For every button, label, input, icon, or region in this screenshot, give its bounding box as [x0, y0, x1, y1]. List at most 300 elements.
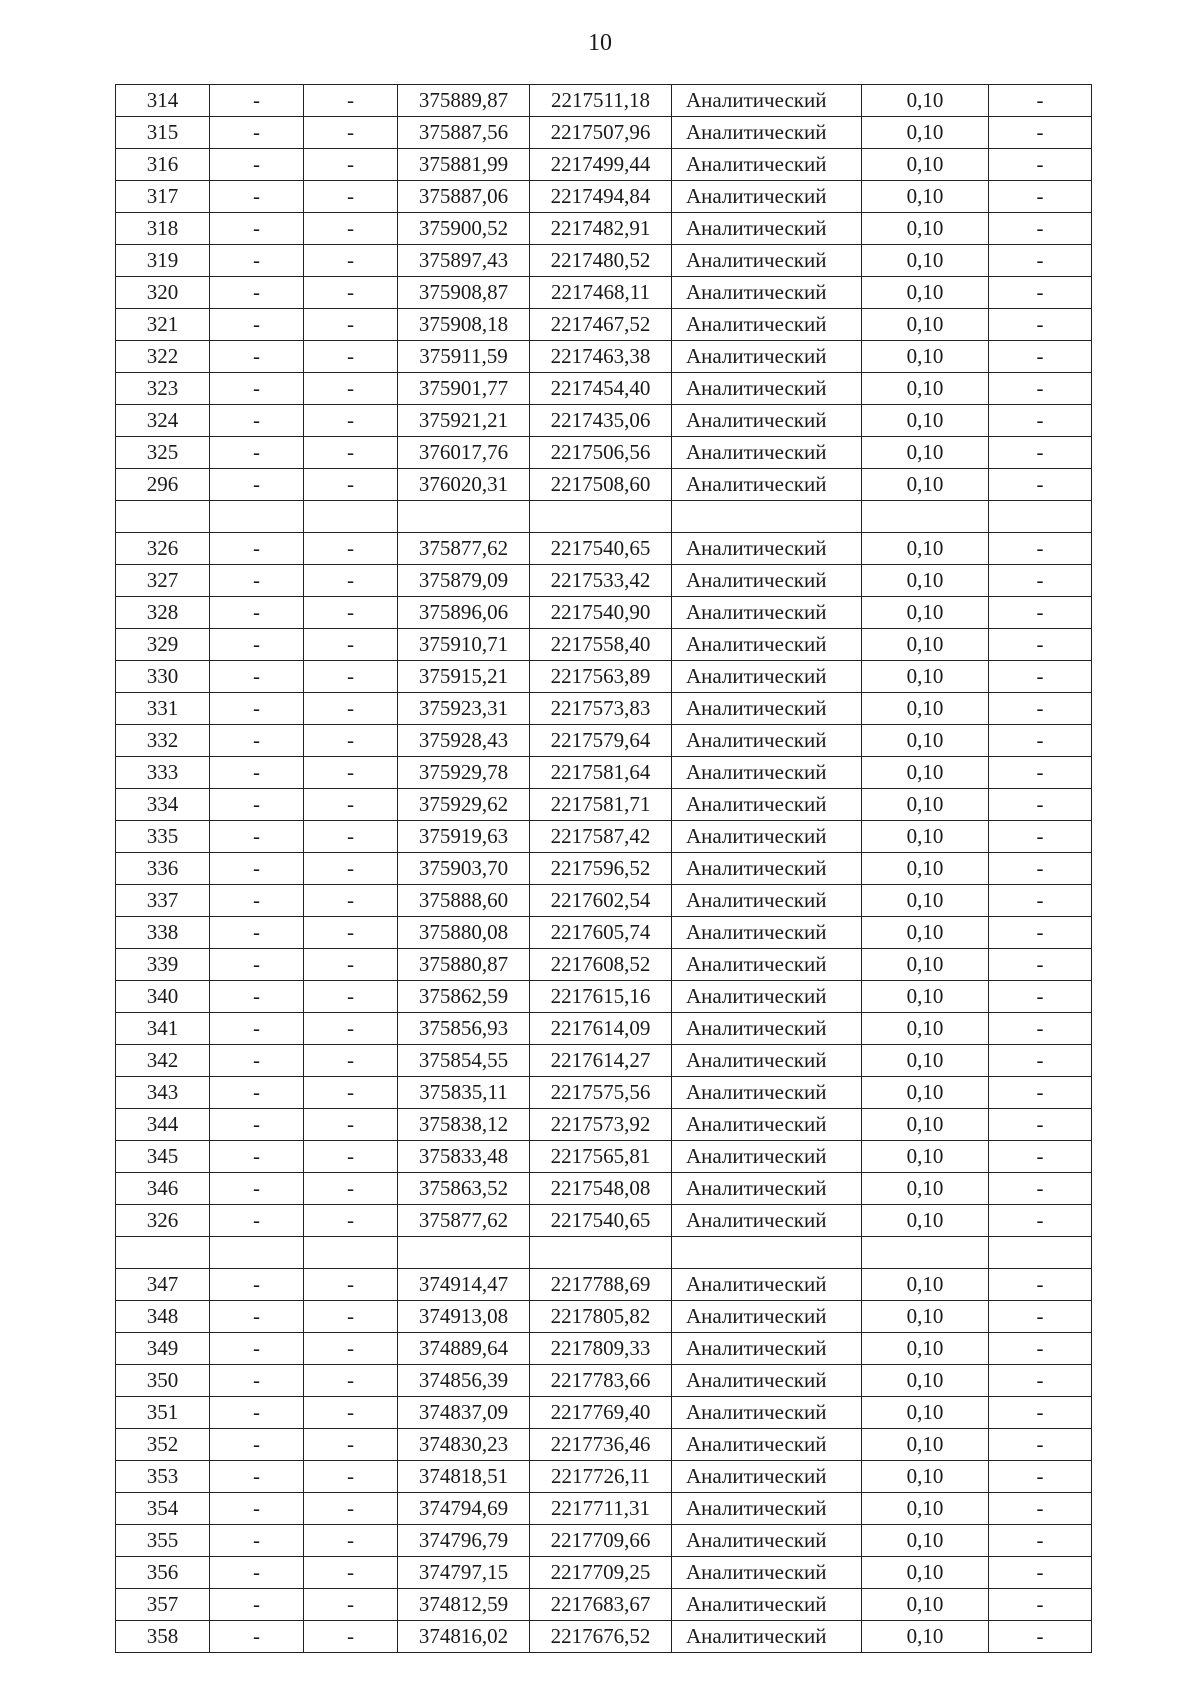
- x-coordinate-cell: 375901,77: [398, 373, 530, 405]
- dash-cell-8: -: [989, 1397, 1092, 1429]
- dash-cell-2: -: [210, 1461, 304, 1493]
- table-row: [116, 213, 1092, 245]
- x-coordinate-cell: 375889,87: [398, 85, 530, 117]
- accuracy-cell: 0,10: [862, 1461, 989, 1493]
- dash-cell-2: -: [210, 437, 304, 469]
- accuracy-cell: 0,10: [862, 533, 989, 565]
- dash-cell-8: -: [989, 213, 1092, 245]
- method-cell: Аналитический: [672, 1173, 862, 1205]
- table-row: [116, 693, 1092, 725]
- dash-cell-2: -: [210, 533, 304, 565]
- x-coordinate-cell: 375919,63: [398, 821, 530, 853]
- dash-cell-8: -: [989, 1429, 1092, 1461]
- point-number-cell: 346: [116, 1173, 210, 1205]
- dash-cell-2: -: [210, 1173, 304, 1205]
- dash-cell-2: -: [210, 1589, 304, 1621]
- point-number-cell: 336: [116, 853, 210, 885]
- dash-cell-8: -: [989, 1109, 1092, 1141]
- method-cell: Аналитический: [672, 1461, 862, 1493]
- y-coordinate-cell: 2217769,40: [530, 1397, 672, 1429]
- dash-cell-8: -: [989, 981, 1092, 1013]
- y-coordinate-cell: 2217468,11: [530, 277, 672, 309]
- accuracy-cell: 0,10: [862, 341, 989, 373]
- dash-cell-2: -: [210, 725, 304, 757]
- dash-cell-3: -: [304, 1589, 398, 1621]
- x-coordinate-cell: 375863,52: [398, 1173, 530, 1205]
- x-coordinate-cell: [398, 1237, 530, 1269]
- dash-cell-8: -: [989, 1365, 1092, 1397]
- dash-cell-8: -: [989, 1333, 1092, 1365]
- accuracy-cell: 0,10: [862, 309, 989, 341]
- table-row: [116, 725, 1092, 757]
- y-coordinate-cell: 2217596,52: [530, 853, 672, 885]
- x-coordinate-cell: 375887,06: [398, 181, 530, 213]
- accuracy-cell: 0,10: [862, 1173, 989, 1205]
- point-number-cell: 318: [116, 213, 210, 245]
- method-cell: Аналитический: [672, 917, 862, 949]
- table-row: [116, 405, 1092, 437]
- y-coordinate-cell: 2217579,64: [530, 725, 672, 757]
- y-coordinate-cell: 2217482,91: [530, 213, 672, 245]
- point-number-cell: 330: [116, 661, 210, 693]
- method-cell: Аналитический: [672, 469, 862, 501]
- dash-cell-2: -: [210, 1525, 304, 1557]
- point-number-cell: 335: [116, 821, 210, 853]
- x-coordinate-cell: 375897,43: [398, 245, 530, 277]
- point-number-cell: 325: [116, 437, 210, 469]
- y-coordinate-cell: 2217726,11: [530, 1461, 672, 1493]
- dash-cell-3: -: [304, 1333, 398, 1365]
- dash-cell-8: -: [989, 1205, 1092, 1237]
- dash-cell-8: -: [989, 149, 1092, 181]
- table-row: [116, 917, 1092, 949]
- y-coordinate-cell: 2217548,08: [530, 1173, 672, 1205]
- dash-cell-3: -: [304, 1621, 398, 1653]
- dash-cell-2: -: [210, 245, 304, 277]
- dash-cell-8: -: [989, 1173, 1092, 1205]
- dash-cell-2: -: [210, 757, 304, 789]
- dash-cell-3: -: [304, 693, 398, 725]
- dash-cell-3: -: [304, 213, 398, 245]
- table-row: [116, 1557, 1092, 1589]
- accuracy-cell: 0,10: [862, 725, 989, 757]
- method-cell: Аналитический: [672, 981, 862, 1013]
- dash-cell-2: -: [210, 1493, 304, 1525]
- point-number-cell: 319: [116, 245, 210, 277]
- dash-cell-3: -: [304, 1461, 398, 1493]
- dash-cell-2: -: [210, 1621, 304, 1653]
- dash-cell-8: -: [989, 1141, 1092, 1173]
- x-coordinate-cell: 375880,87: [398, 949, 530, 981]
- method-cell: Аналитический: [672, 725, 862, 757]
- method-cell: Аналитический: [672, 181, 862, 213]
- table-row: [116, 1269, 1092, 1301]
- dash-cell-8: -: [989, 1525, 1092, 1557]
- dash-cell-2: -: [210, 1013, 304, 1045]
- dash-cell-3: -: [304, 1365, 398, 1397]
- method-cell: [672, 501, 862, 533]
- dash-cell-2: -: [210, 1205, 304, 1237]
- point-number-cell: 323: [116, 373, 210, 405]
- x-coordinate-cell: 375923,31: [398, 693, 530, 725]
- y-coordinate-cell: [530, 1237, 672, 1269]
- method-cell: Аналитический: [672, 661, 862, 693]
- x-coordinate-cell: 375881,99: [398, 149, 530, 181]
- dash-cell-3: -: [304, 469, 398, 501]
- dash-cell-2: -: [210, 1077, 304, 1109]
- dash-cell-2: -: [210, 1333, 304, 1365]
- dash-cell-2: -: [210, 1109, 304, 1141]
- dash-cell-3: -: [304, 373, 398, 405]
- table-row: [116, 789, 1092, 821]
- y-coordinate-cell: 2217563,89: [530, 661, 672, 693]
- method-cell: Аналитический: [672, 1301, 862, 1333]
- point-number-cell: 344: [116, 1109, 210, 1141]
- table-row: [116, 1461, 1092, 1493]
- point-number-cell: 348: [116, 1301, 210, 1333]
- table-row: [116, 533, 1092, 565]
- method-cell: Аналитический: [672, 213, 862, 245]
- point-number-cell: 358: [116, 1621, 210, 1653]
- accuracy-cell: 0,10: [862, 597, 989, 629]
- x-coordinate-cell: 374816,02: [398, 1621, 530, 1653]
- dash-cell-3: -: [304, 117, 398, 149]
- accuracy-cell: 0,10: [862, 1397, 989, 1429]
- dash-cell-8: -: [989, 629, 1092, 661]
- x-coordinate-cell: 375833,48: [398, 1141, 530, 1173]
- y-coordinate-cell: 2217809,33: [530, 1333, 672, 1365]
- x-coordinate-cell: 375856,93: [398, 1013, 530, 1045]
- method-cell: Аналитический: [672, 1493, 862, 1525]
- accuracy-cell: 0,10: [862, 1493, 989, 1525]
- method-cell: [672, 1237, 862, 1269]
- dash-cell-3: -: [304, 661, 398, 693]
- dash-cell-3: -: [304, 1013, 398, 1045]
- x-coordinate-cell: 375928,43: [398, 725, 530, 757]
- dash-cell-8: [989, 501, 1092, 533]
- dash-cell-3: -: [304, 885, 398, 917]
- x-coordinate-cell: 374856,39: [398, 1365, 530, 1397]
- point-number-cell: 316: [116, 149, 210, 181]
- dash-cell-3: -: [304, 245, 398, 277]
- accuracy-cell: 0,10: [862, 405, 989, 437]
- table-row: [116, 1013, 1092, 1045]
- x-coordinate-cell: 375888,60: [398, 885, 530, 917]
- method-cell: Аналитический: [672, 1397, 862, 1429]
- dash-cell-3: -: [304, 725, 398, 757]
- dash-cell-2: -: [210, 917, 304, 949]
- table-row: [116, 1045, 1092, 1077]
- y-coordinate-cell: 2217565,81: [530, 1141, 672, 1173]
- dash-cell-8: -: [989, 405, 1092, 437]
- dash-cell-2: -: [210, 117, 304, 149]
- table-row: [116, 949, 1092, 981]
- dash-cell-3: -: [304, 597, 398, 629]
- method-cell: Аналитический: [672, 1141, 862, 1173]
- x-coordinate-cell: 374837,09: [398, 1397, 530, 1429]
- table-row: [116, 1621, 1092, 1653]
- table-row: [116, 1589, 1092, 1621]
- dash-cell-3: -: [304, 1397, 398, 1429]
- table-row: [116, 149, 1092, 181]
- method-cell: Аналитический: [672, 1109, 862, 1141]
- x-coordinate-cell: 375877,62: [398, 533, 530, 565]
- method-cell: Аналитический: [672, 117, 862, 149]
- dash-cell-3: -: [304, 533, 398, 565]
- accuracy-cell: 0,10: [862, 213, 989, 245]
- dash-cell-3: -: [304, 1077, 398, 1109]
- dash-cell-3: -: [304, 309, 398, 341]
- dash-cell-3: -: [304, 565, 398, 597]
- table-separator-row: [116, 1237, 1092, 1269]
- x-coordinate-cell: 375880,08: [398, 917, 530, 949]
- point-number-cell: 332: [116, 725, 210, 757]
- dash-cell-8: -: [989, 725, 1092, 757]
- dash-cell-8: -: [989, 245, 1092, 277]
- x-coordinate-cell: 376020,31: [398, 469, 530, 501]
- x-coordinate-cell: 375911,59: [398, 341, 530, 373]
- y-coordinate-cell: 2217736,46: [530, 1429, 672, 1461]
- method-cell: Аналитический: [672, 149, 862, 181]
- y-coordinate-cell: 2217709,25: [530, 1557, 672, 1589]
- y-coordinate-cell: 2217540,90: [530, 597, 672, 629]
- dash-cell-3: -: [304, 629, 398, 661]
- dash-cell-3: -: [304, 917, 398, 949]
- accuracy-cell: 0,10: [862, 277, 989, 309]
- accuracy-cell: 0,10: [862, 1621, 989, 1653]
- table-row: [116, 469, 1092, 501]
- table-row: [116, 1109, 1092, 1141]
- dash-cell-3: -: [304, 181, 398, 213]
- table-row: [116, 1205, 1092, 1237]
- accuracy-cell: 0,10: [862, 245, 989, 277]
- accuracy-cell: [862, 1237, 989, 1269]
- point-number-cell: 296: [116, 469, 210, 501]
- x-coordinate-cell: 375877,62: [398, 1205, 530, 1237]
- x-coordinate-cell: 375908,18: [398, 309, 530, 341]
- point-number-cell: 328: [116, 597, 210, 629]
- dash-cell-2: -: [210, 1429, 304, 1461]
- point-number-cell: 355: [116, 1525, 210, 1557]
- dash-cell-2: -: [210, 309, 304, 341]
- method-cell: Аналитический: [672, 405, 862, 437]
- point-number-cell: 340: [116, 981, 210, 1013]
- y-coordinate-cell: 2217511,18: [530, 85, 672, 117]
- table-body: [116, 85, 1092, 1653]
- y-coordinate-cell: 2217676,52: [530, 1621, 672, 1653]
- accuracy-cell: 0,10: [862, 1429, 989, 1461]
- method-cell: Аналитический: [672, 85, 862, 117]
- y-coordinate-cell: 2217614,27: [530, 1045, 672, 1077]
- dash-cell-8: -: [989, 373, 1092, 405]
- dash-cell-3: -: [304, 1109, 398, 1141]
- table-row: [116, 597, 1092, 629]
- accuracy-cell: 0,10: [862, 885, 989, 917]
- dash-cell-2: -: [210, 661, 304, 693]
- y-coordinate-cell: 2217575,56: [530, 1077, 672, 1109]
- table-row: [116, 1397, 1092, 1429]
- point-number-cell: 314: [116, 85, 210, 117]
- point-number-cell: 326: [116, 1205, 210, 1237]
- dash-cell-3: -: [304, 1205, 398, 1237]
- dash-cell-2: -: [210, 469, 304, 501]
- x-coordinate-cell: 375862,59: [398, 981, 530, 1013]
- y-coordinate-cell: 2217507,96: [530, 117, 672, 149]
- x-coordinate-cell: 375903,70: [398, 853, 530, 885]
- accuracy-cell: 0,10: [862, 693, 989, 725]
- dash-cell-8: -: [989, 661, 1092, 693]
- accuracy-cell: 0,10: [862, 949, 989, 981]
- point-number-cell: 356: [116, 1557, 210, 1589]
- point-number-cell: 341: [116, 1013, 210, 1045]
- point-number-cell: 337: [116, 885, 210, 917]
- table-row: [116, 1077, 1092, 1109]
- accuracy-cell: 0,10: [862, 149, 989, 181]
- dash-cell-8: -: [989, 85, 1092, 117]
- accuracy-cell: 0,10: [862, 661, 989, 693]
- y-coordinate-cell: 2217805,82: [530, 1301, 672, 1333]
- point-number-cell: [116, 1237, 210, 1269]
- accuracy-cell: 0,10: [862, 789, 989, 821]
- point-number-cell: 329: [116, 629, 210, 661]
- method-cell: Аналитический: [672, 1557, 862, 1589]
- dash-cell-8: -: [989, 181, 1092, 213]
- method-cell: Аналитический: [672, 885, 862, 917]
- accuracy-cell: [862, 501, 989, 533]
- point-number-cell: 322: [116, 341, 210, 373]
- accuracy-cell: 0,10: [862, 1301, 989, 1333]
- method-cell: Аналитический: [672, 277, 862, 309]
- dash-cell-8: -: [989, 757, 1092, 789]
- y-coordinate-cell: 2217454,40: [530, 373, 672, 405]
- point-number-cell: 343: [116, 1077, 210, 1109]
- dash-cell-2: -: [210, 149, 304, 181]
- dash-cell-8: [989, 1237, 1092, 1269]
- point-number-cell: 350: [116, 1365, 210, 1397]
- method-cell: Аналитический: [672, 245, 862, 277]
- table-row: [116, 821, 1092, 853]
- dash-cell-3: -: [304, 1429, 398, 1461]
- x-coordinate-cell: 375887,56: [398, 117, 530, 149]
- dash-cell-3: -: [304, 277, 398, 309]
- point-number-cell: [116, 501, 210, 533]
- dash-cell-3: -: [304, 981, 398, 1013]
- dash-cell-3: -: [304, 85, 398, 117]
- table-row: [116, 85, 1092, 117]
- point-number-cell: 334: [116, 789, 210, 821]
- dash-cell-2: -: [210, 565, 304, 597]
- x-coordinate-cell: 374818,51: [398, 1461, 530, 1493]
- method-cell: Аналитический: [672, 1365, 862, 1397]
- method-cell: Аналитический: [672, 565, 862, 597]
- y-coordinate-cell: 2217435,06: [530, 405, 672, 437]
- table-row: [116, 885, 1092, 917]
- method-cell: Аналитический: [672, 309, 862, 341]
- method-cell: Аналитический: [672, 341, 862, 373]
- dash-cell-2: [210, 1237, 304, 1269]
- x-coordinate-cell: 375921,21: [398, 405, 530, 437]
- dash-cell-2: -: [210, 693, 304, 725]
- x-coordinate-cell: 375854,55: [398, 1045, 530, 1077]
- accuracy-cell: 0,10: [862, 1365, 989, 1397]
- table-row: [116, 1525, 1092, 1557]
- table-row: [116, 661, 1092, 693]
- dash-cell-2: -: [210, 85, 304, 117]
- method-cell: Аналитический: [672, 629, 862, 661]
- point-number-cell: 351: [116, 1397, 210, 1429]
- dash-cell-8: -: [989, 853, 1092, 885]
- x-coordinate-cell: 375908,87: [398, 277, 530, 309]
- dash-cell-2: -: [210, 885, 304, 917]
- dash-cell-3: -: [304, 1301, 398, 1333]
- dash-cell-8: -: [989, 117, 1092, 149]
- dash-cell-3: -: [304, 1493, 398, 1525]
- y-coordinate-cell: 2217463,38: [530, 341, 672, 373]
- method-cell: Аналитический: [672, 853, 862, 885]
- table-row: [116, 1493, 1092, 1525]
- dash-cell-3: -: [304, 1525, 398, 1557]
- point-number-cell: 315: [116, 117, 210, 149]
- table-row: [116, 1365, 1092, 1397]
- x-coordinate-cell: 375910,71: [398, 629, 530, 661]
- y-coordinate-cell: 2217558,40: [530, 629, 672, 661]
- dash-cell-3: -: [304, 1141, 398, 1173]
- x-coordinate-cell: 374797,15: [398, 1557, 530, 1589]
- dash-cell-3: -: [304, 1045, 398, 1077]
- accuracy-cell: 0,10: [862, 1525, 989, 1557]
- dash-cell-8: -: [989, 277, 1092, 309]
- y-coordinate-cell: 2217608,52: [530, 949, 672, 981]
- point-number-cell: 353: [116, 1461, 210, 1493]
- dash-cell-3: [304, 501, 398, 533]
- x-coordinate-cell: 374830,23: [398, 1429, 530, 1461]
- method-cell: Аналитический: [672, 1077, 862, 1109]
- point-number-cell: 317: [116, 181, 210, 213]
- method-cell: Аналитический: [672, 757, 862, 789]
- y-coordinate-cell: 2217540,65: [530, 1205, 672, 1237]
- accuracy-cell: 0,10: [862, 565, 989, 597]
- method-cell: Аналитический: [672, 437, 862, 469]
- method-cell: Аналитический: [672, 789, 862, 821]
- dash-cell-8: -: [989, 533, 1092, 565]
- dash-cell-3: -: [304, 1173, 398, 1205]
- dash-cell-3: -: [304, 437, 398, 469]
- accuracy-cell: 0,10: [862, 981, 989, 1013]
- y-coordinate-cell: 2217467,52: [530, 309, 672, 341]
- dash-cell-2: -: [210, 597, 304, 629]
- point-number-cell: 352: [116, 1429, 210, 1461]
- table-row: [116, 1301, 1092, 1333]
- dash-cell-8: -: [989, 1013, 1092, 1045]
- dash-cell-3: -: [304, 1269, 398, 1301]
- method-cell: Аналитический: [672, 1621, 862, 1653]
- dash-cell-2: -: [210, 405, 304, 437]
- y-coordinate-cell: 2217494,84: [530, 181, 672, 213]
- accuracy-cell: 0,10: [862, 85, 989, 117]
- page-number: 10: [588, 30, 612, 56]
- dash-cell-8: -: [989, 1589, 1092, 1621]
- y-coordinate-cell: 2217581,71: [530, 789, 672, 821]
- point-number-cell: 327: [116, 565, 210, 597]
- dash-cell-8: -: [989, 437, 1092, 469]
- point-number-cell: 321: [116, 309, 210, 341]
- table-row: [116, 1173, 1092, 1205]
- x-coordinate-cell: 375879,09: [398, 565, 530, 597]
- x-coordinate-cell: 376017,76: [398, 437, 530, 469]
- table-row: [116, 117, 1092, 149]
- accuracy-cell: 0,10: [862, 1333, 989, 1365]
- y-coordinate-cell: 2217508,60: [530, 469, 672, 501]
